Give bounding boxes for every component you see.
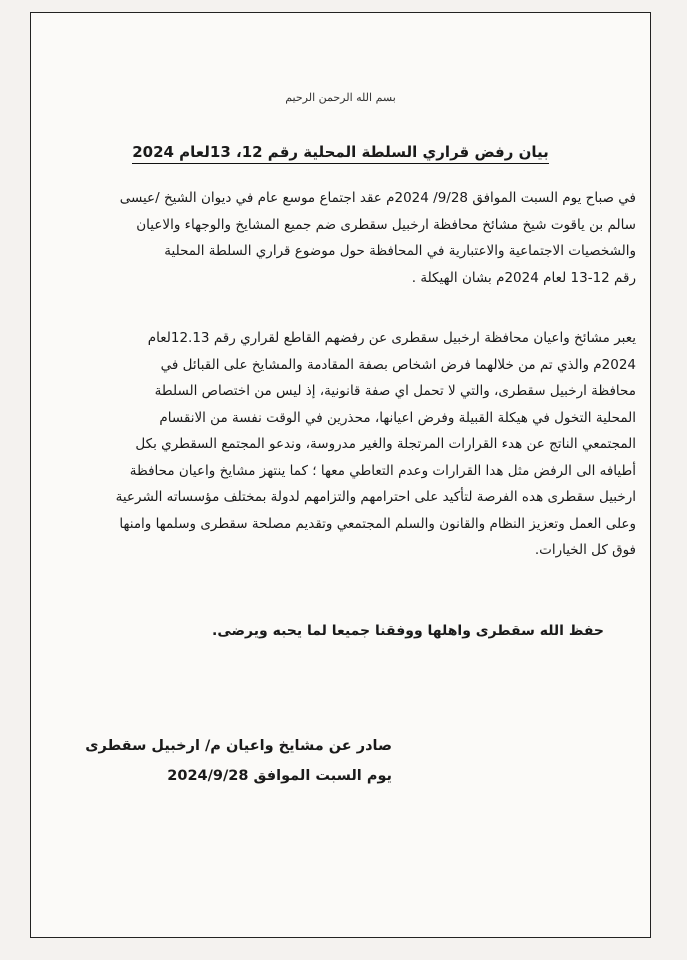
document-title-text: بيان رفض قراري السلطة المحلية رقم 12، 13لعام 2024 xyxy=(132,143,549,164)
paragraph-line: وعلى العمل وتعزيز النظام والقانون والسلم المجتمعي وتقديم مصلحة سقطرى وسلمها وامنها xyxy=(119,515,636,532)
paragraph-line: رقم 12-13 لعام 2024م بشان الهيكلة . xyxy=(411,269,636,286)
issuer-block xyxy=(85,731,392,791)
paragraph-line: يعبر مشائخ واعيان محافظة ارخبيل سقطرى عن رفضهم القاطع لقراري رقم 12.13لعام xyxy=(147,330,636,346)
issue-date: يوم السبت الموافق 2024/9/28 xyxy=(167,768,392,784)
basmala-heading: بسم الله الرحمن الرحيم xyxy=(285,91,396,104)
document-content xyxy=(31,13,650,937)
paragraph-line: أطيافه الى الرفض مثل هدا القرارات وعدم التعاطي معها ؛ كما ينتهز مشايخ واعيان محافظة xyxy=(129,462,636,479)
paragraph-line: فوق كل الخيارات. xyxy=(534,542,636,558)
paragraph-line: 2024م والذي تم من خلالهما فرض اشخاص بصفة المقادمة والمشايخ على القبائل في xyxy=(160,356,636,373)
paragraph-rejection xyxy=(49,325,636,564)
closing-prayer: حفظ الله سقطرى واهلها ووفقنا جميعا لما يحبه ويرضى. xyxy=(212,623,604,639)
paragraph-line: المحلية التخول في هيكلة القبيلة وفرض اعيانها، محذرين في الوقت نفسة من الانقسام xyxy=(159,409,636,426)
document-page xyxy=(30,12,651,938)
paragraph-line: والشخصيات الاجتماعية والاعتبارية في المحافظة حول موضوع قراري السلطة المحلية xyxy=(164,243,636,259)
document-title xyxy=(31,143,650,161)
paragraph-line: في صباح يوم السبت الموافق 9/28/ 2024م عقد اجتماع موسع عام في ديوان الشيخ /عيسى xyxy=(119,190,636,206)
paragraph-line: محافظة ارخبيل سقطرى، والتي لا تحمل اي صفة قانونية، إذ ليس من اختصاص السلطة xyxy=(154,383,636,399)
paragraph-line: ارخبيل سقطرى هده الفرصة لتأكيد على احترامهم والتزامهم لدولة بمختلف مؤسساته الشرعية xyxy=(115,489,636,505)
paragraph-line: المجتمعي الناتج عن هدء القرارات المرتجلة والغير مدروسة، وندعو المجتمع السقطري بكل xyxy=(135,436,636,452)
paragraph-line: سالم بن ياقوت شيخ مشائخ محافظة ارخبيل سقطرى ضم جميع المشايخ والوجهاء والاعيان xyxy=(136,216,636,233)
paragraph-meeting xyxy=(49,185,636,291)
issuer-name: صادر عن مشايخ واعيان م/ ارخبيل سقطرى xyxy=(85,738,392,754)
